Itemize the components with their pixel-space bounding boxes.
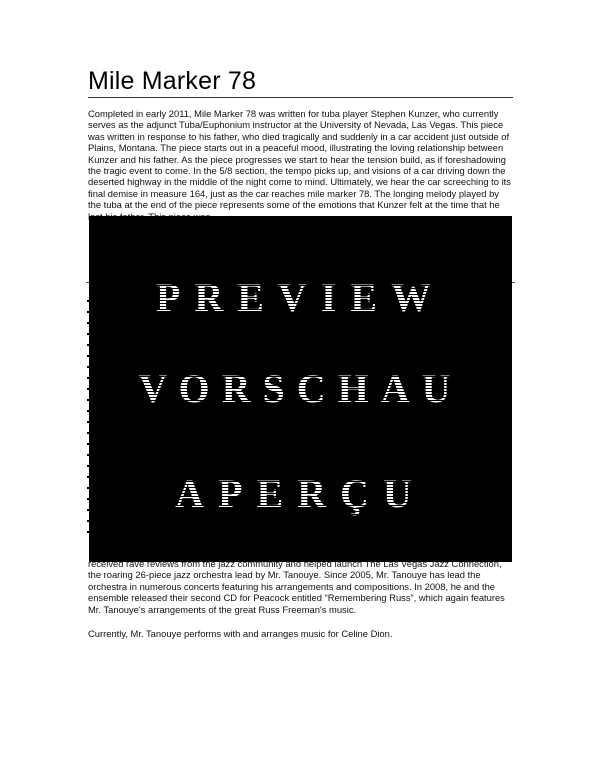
watermark-apercu-text: APERÇU (89, 470, 512, 517)
overlay-edge-mark-left (86, 282, 89, 283)
body-paragraph-current: Currently, Mr. Tanouye performs with and arranges music for Celine Dion. (88, 628, 393, 639)
watermark-vorschau-text: VORSCHAU (89, 365, 512, 412)
overlay-edge-mark-right (512, 282, 515, 283)
watermark-preview-text: PREVIEW (89, 274, 512, 321)
body-paragraph-orchestra: received rave reviews from the jazz community and helped launch The Las Vegas Jazz Connection, the roaring 26-piece jazz orchestra lead by Mr. Tanouye. Since 2005, Mr. Tanouye has lead the orchestra in numerous concerts featuring his arrangements and compositions. In 2008, he and the ensemble released their second CD for Peacock entitled “Remembering Russ”, which again features Mr. Tanouye's arrangements of the great Russ Freeman's music. (88, 558, 505, 615)
preview-watermark-overlay (89, 216, 512, 562)
title-divider (88, 97, 513, 98)
body-paragraph-intro: Completed in early 2011, Mile Marker 78 was written for tuba player Stephen Kunzer, who currently serves as the adjunct Tuba/Euphonium instructor at the University of Nevada, Las Vegas. This piece was written in response to his father, who died tragically and suddenly in a car accident just outside of Plains, Montana. The piece starts out in a peaceful mood, illustrating the loving relationship between Kunzer and his father. As the piece progresses we start to hear the tension build, as if foreshadowing the tragic event to come. In the 5/8 section, the tempo picks up, and visions of a car driving down the deserted highway in the middle of the night come to mind. Ultimately, we hear the car screeching to its final demise in measure 164, just as the car reaches mile marker 78. The longing melody played by the tuba at the end of the piece represents some of the emotions that Kunzer felt at the time that he (88, 108, 511, 211)
page-title: Mile Marker 78 (88, 67, 257, 95)
